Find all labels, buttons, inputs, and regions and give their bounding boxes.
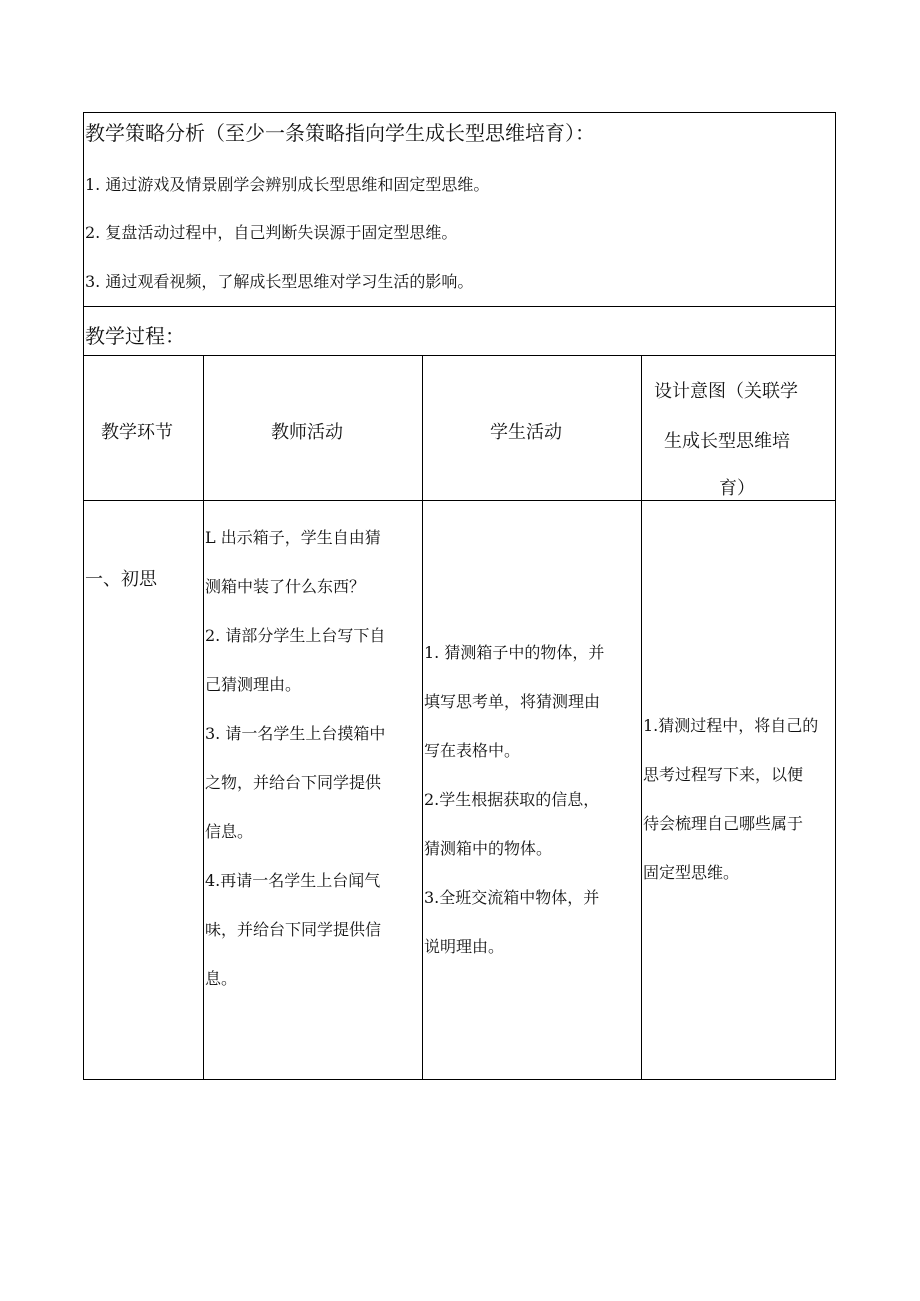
- divider-line: [83, 500, 836, 501]
- student-activity-line: 1. 猜测箱子中的物体，并: [424, 643, 605, 662]
- header-design-line: 生成长型思维培: [664, 431, 790, 452]
- student-activity-line: 猜测箱中的物体。: [424, 839, 553, 858]
- student-activity-line: 3.全班交流箱中物体，并: [424, 888, 600, 907]
- strategy-item: 2. 复盘活动过程中，自己判断失误源于固定型思维。: [85, 223, 458, 242]
- teacher-activity-line: 己猜测理由。: [205, 675, 302, 694]
- divider-line: [83, 306, 836, 307]
- student-activity-line: 说明理由。: [424, 937, 505, 956]
- row-stage: 一、初思: [85, 569, 157, 590]
- header-teacher: 教师活动: [271, 422, 343, 443]
- design-intent-line: 思考过程写下来，以便: [643, 765, 804, 784]
- design-intent-line: 1.猜测过程中，将自己的: [643, 716, 819, 735]
- student-activity-cell: [424, 628, 604, 971]
- student-activity-line: 2.学生根据获取的信息，: [424, 790, 600, 809]
- column-divider: [422, 355, 423, 1080]
- teacher-activity-line: 之物，并给台下同学提供: [205, 773, 382, 792]
- header-stage: 教学环节: [101, 422, 173, 443]
- strategy-item: 1. 通过游戏及情景剧学会辨别成长型思维和固定型思维。: [85, 175, 490, 194]
- process-heading: 教学过程：: [85, 324, 185, 348]
- header-design-line: 育）: [719, 478, 755, 499]
- column-divider: [641, 355, 642, 1080]
- teacher-activity-line: 3. 请一名学生上台摸箱中: [205, 724, 386, 743]
- header-student: 学生活动: [490, 422, 562, 443]
- teacher-activity-cell: [205, 513, 385, 1003]
- teacher-activity-line: 息。: [205, 969, 238, 988]
- teacher-activity-line: 信息。: [205, 822, 254, 841]
- design-intent-line: 待会梳理自己哪些属于: [643, 814, 804, 833]
- teacher-activity-line: 味，并给台下同学提供信: [205, 920, 382, 939]
- teacher-activity-line: 测箱中装了什么东西？: [205, 577, 366, 596]
- divider-line: [83, 355, 836, 356]
- column-divider: [203, 355, 204, 1080]
- student-activity-line: 写在表格中。: [424, 741, 521, 760]
- teacher-activity-line: 4.再请一名学生上台闻气: [205, 871, 381, 890]
- design-intent-line: 固定型思维。: [643, 863, 740, 882]
- teacher-activity-line: 2. 请部分学生上台写下自: [205, 626, 386, 645]
- student-activity-line: 填写思考单，将猜测理由: [424, 692, 601, 711]
- strategy-heading: 教学策略分析（至少一条策略指向学生成长型思维培育）：: [85, 121, 595, 145]
- design-intent-cell: [643, 701, 818, 897]
- teacher-activity-line: L 出示箱子，学生自由猜: [205, 528, 381, 547]
- header-design-line: 设计意图（关联学: [654, 381, 798, 402]
- strategy-item: 3. 通过观看视频，了解成长型思维对学习生活的影响。: [85, 272, 474, 291]
